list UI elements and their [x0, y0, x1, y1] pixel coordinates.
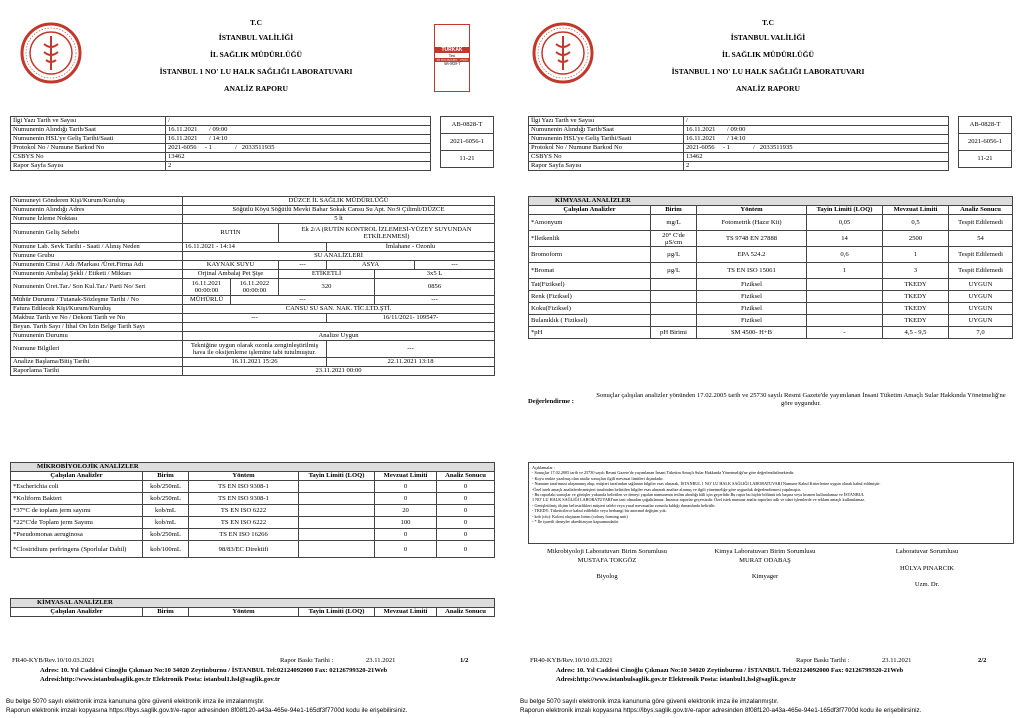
chem-cell: UYGUN [949, 303, 1013, 315]
header-title: ANALİZ RAPORU [736, 84, 800, 93]
chem-cell: UYGUN [949, 315, 1013, 327]
chem-header-cell: Yöntem [189, 608, 299, 617]
bilgi-extra: --- [327, 341, 495, 358]
muhur-label: Mühür Durumu / Tutanak-Sözleşme Tarihi / No [11, 296, 183, 305]
sebep-detail: Ek 2/A (RUTİN KONTROL İZLEMESİ-YÜZEY SUYUNDAN ETKİLENMESİ) [279, 224, 495, 243]
grup-value: SU ANALİZLERİ [183, 252, 495, 261]
side-month: 11-21 [959, 151, 1012, 168]
chem-cell: Fiziksel [697, 303, 807, 315]
chem-cell: Fiziksel [697, 315, 807, 327]
micro-cell: 98/83/EC Direktifi [189, 541, 299, 558]
chem-empty-table [10, 598, 495, 617]
info-label: CSBYS No [11, 153, 166, 162]
micro-header-row [11, 472, 495, 481]
header-valilik: İSTANBUL VALİLİĞİ [730, 33, 806, 42]
chem-cell: 1 [807, 263, 883, 279]
web-line: Adresi:http://www.istanbulsaglik.gov.tr Elektronik Posta: istanbul1.hsl@saglik.gov.tr [556, 676, 797, 683]
micro-row [11, 517, 495, 529]
ambalaj-label: Numunenin Ambalaj Şekli / Etiketi / Miktarı [11, 270, 183, 279]
info-row [529, 144, 949, 153]
chem-cell: 14 [807, 231, 883, 247]
etiket-value: ETİKETLİ [279, 270, 375, 279]
micro-cell: *37°C de toplam jerm sayımı [11, 505, 143, 517]
muhur-value: MÜHÜRLÜ [183, 296, 231, 305]
chem-cell: Tespit Edilemedi [949, 215, 1013, 231]
chem-cell [651, 303, 697, 315]
side-code: AB-0828-T [959, 117, 1012, 134]
chem-cell: mg/L [651, 215, 697, 231]
dekont-value: 16/11/2021- 109547- [327, 314, 495, 323]
micro-cell: kob/250mL [143, 481, 189, 493]
chem-cell [651, 291, 697, 303]
micro-cell [299, 541, 375, 558]
micro-cell: *Clostridium perfringens (Sporlular Dahil) [11, 541, 143, 558]
chem-cell: pH Birimi [651, 327, 697, 339]
chem-header-cell: Mevzuat Limiti [883, 206, 949, 215]
chem-cell: 0,6 [807, 247, 883, 263]
sig-micro-title: Mikrobiyoloji Laboratuvarı Birim Sorumlusu [547, 548, 667, 555]
info-value: 16.11.2021 / 09:00 [684, 126, 949, 135]
chem-row [529, 315, 1013, 327]
micro-cell [299, 493, 375, 505]
info-label: Rapor Sayfa Sayısı [529, 162, 684, 171]
chem-row [529, 231, 1013, 247]
chem-cell: 20° C'de µS/cm [651, 231, 697, 247]
chem-cell: Fiziksel [697, 291, 807, 303]
chem-cell [807, 303, 883, 315]
info-row [11, 126, 431, 135]
info-side-box [958, 116, 1012, 168]
header-lab: İSTANBUL 1 NO' LU HALK SAĞLIĞI LABORATUVARI [671, 67, 865, 76]
micro-header-cell: Çalışılan Analizler [11, 472, 143, 481]
note-line: - Genişletilmiş ölçüm belirsizlikleri müşteri talebi veya yasal mevzuatlar zorunlu kıldığı durumlarda belirtilir. [532, 502, 716, 508]
info-label: Numunenin HSL'ye Geliş Tarihi/Saati [529, 135, 684, 144]
sevk-tarih: 16.11.2021 - 14:14 [183, 243, 327, 252]
grup-label: Numune Grubu [11, 252, 183, 261]
esign-code: Raporun elektronik imzalı kopyasına https://lbys.saglik.gov.tr/e-rapor adresinden 8f08f120-a43a-465e-94e1-165df3f7700d kodu ile erişebilirsiniz. [520, 707, 922, 714]
seri-no: 0856 [375, 279, 495, 296]
note-line: - TKEDY: Tüketicilerce kabul edilebilir veya herhangi bir anormal değişim yok. [532, 508, 667, 514]
esign-notice: Bu belge 5070 sayılı elektronik imza kanununa göre güvenli elektronik imza ile imzalanmıştır. [520, 698, 779, 705]
baski-date: 23.11.2021 [882, 657, 912, 664]
note-line: - kob (cfu): Koloni oluşturan birim (colony forming unit) [532, 513, 628, 519]
turkak-name: TÜRKAK [435, 47, 469, 53]
header-valilik: İSTANBUL VALİLİĞİ [218, 33, 294, 42]
chem-cell [807, 279, 883, 291]
micro-cell: TS EN ISO 16266 [189, 529, 299, 541]
chem-row [529, 247, 1013, 263]
info-row [529, 117, 949, 126]
micro-cell: 100 [375, 517, 437, 529]
uret-tarih: 16.11.2021 00:00:00 [183, 279, 231, 296]
micro-cell: kob/mL [143, 505, 189, 517]
header-tc: T.C [762, 18, 774, 27]
chem-cell: *pH [529, 327, 651, 339]
durum-label: Numunenin Durumu [11, 332, 183, 341]
micro-title: MİKROBİYOLOJİK ANALİZLER [11, 463, 495, 472]
info-label: Numunenin Alındığı Tarih/Saat [11, 126, 166, 135]
note-line: - * İle işaretli deneyler akreditasyon kapsamındadır. [532, 519, 619, 525]
sig-chem-title: Kimya Laboratuvarı Birim Sorumlusu [714, 548, 816, 555]
chem-cell: TS EN ISO 15061 [697, 263, 807, 279]
micro-cell: kob/mL [143, 517, 189, 529]
izleme-value: 5 lt [183, 215, 495, 224]
web-line: Adresi:http://www.istanbulsaglik.gov.tr Elektronik Posta: istanbul1.hsl@saglik.gov.tr [40, 676, 281, 683]
tutanak-tarih: --- [231, 296, 375, 305]
micro-row [11, 541, 495, 558]
chem-cell [807, 291, 883, 303]
info-side-box [440, 116, 494, 168]
baski-date: 23.11.2021 [366, 657, 396, 664]
skt-tarih: 16.11.2022 00:00:00 [231, 279, 279, 296]
gonderen-value: DÜZCE İL SAĞLIK MÜDÜRLÜĞÜ [183, 197, 495, 206]
header-lab: İSTANBUL 1 NO' LU HALK SAĞLIĞI LABORATUVARI [159, 67, 353, 76]
info-row [529, 135, 949, 144]
micro-cell: 0 [437, 481, 495, 493]
sig-micro-role: Biyolog [596, 573, 618, 581]
signature-lab [862, 548, 992, 590]
chem-cell: Tespit Edilemedi [949, 247, 1013, 263]
chem-cell: 0,5 [883, 215, 949, 231]
gonderen-label: Numuneyi Gönderen Kişi/Kurum/Kuruluş [11, 197, 183, 206]
micro-table [10, 462, 495, 558]
chem-row [529, 215, 1013, 231]
chem-cell: Koku(Fiziksel) [529, 303, 651, 315]
micro-row [11, 529, 495, 541]
chem-cell: 54 [949, 231, 1013, 247]
micro-cell: *22°C'de Toplam jerm Sayımı [11, 517, 143, 529]
chem-header-cell: Tayin Limiti (LOQ) [299, 608, 375, 617]
chem-cell: UYGUN [949, 279, 1013, 291]
info-value: / [166, 117, 431, 126]
chem-header-cell: Analiz Sonucu [437, 608, 495, 617]
chem-header-cell: Analiz Sonucu [949, 206, 1013, 215]
chem-cell: - [807, 327, 883, 339]
micro-cell: TS EN ISO 6222 [189, 505, 299, 517]
chem-row [529, 279, 1013, 291]
turkak-code: AB-0828-T [443, 62, 461, 66]
info-row [11, 144, 431, 153]
turkak-logo [434, 24, 470, 92]
durum-value: Analize Uygun [183, 332, 495, 341]
micro-header-cell: Yöntem [189, 472, 299, 481]
chem-cell: TKEDY [883, 279, 949, 291]
micro-cell: 0 [375, 481, 437, 493]
tutanak-no: --- [375, 296, 495, 305]
micro-cell: TS EN ISO 6222 [189, 517, 299, 529]
micro-cell: 0 [437, 493, 495, 505]
header-mudurluk: İL SAĞLIK MÜDÜRLÜĞÜ [722, 50, 814, 59]
micro-header-cell: Analiz Sonucu [437, 472, 495, 481]
micro-cell: kob/250mL [143, 493, 189, 505]
sevk-label: Numune Lab. Sevk Tarihi - Saati / Alınış Neden [11, 243, 183, 252]
info-row [11, 153, 431, 162]
details-table [10, 196, 495, 376]
info-value: 16.11.2021 / 14:10 [166, 135, 431, 144]
note-line: - Koyu renkte yazılmış olan analiz sonuçları ilgili mevzuat limitleri dışındadır. [532, 475, 664, 481]
info-value: 2021-6056 - 1 / 2033511935 [684, 144, 949, 153]
micro-row [11, 505, 495, 517]
degerlendirme-label: Değerlendirme : [528, 398, 574, 405]
micro-cell: 0 [437, 505, 495, 517]
note-line: Açıklamalar : [532, 465, 555, 470]
micro-cell: *Pseudomonas aeruginosa [11, 529, 143, 541]
chem-row [529, 327, 1013, 339]
header-tc: T.C [250, 18, 262, 27]
chem-cell: *Bromat [529, 263, 651, 279]
chem-row [529, 263, 1013, 279]
chem-cell: TKEDY [883, 303, 949, 315]
micro-cell: 0 [375, 541, 437, 558]
micro-row [11, 481, 495, 493]
info-row [529, 126, 949, 135]
info-row [11, 135, 431, 144]
esign-notice: Bu belge 5070 sayılı elektronik imza kanununa göre güvenli elektronik imza ile imzalanmıştır. [6, 698, 265, 705]
info-table [10, 116, 431, 171]
chem-row [529, 291, 1013, 303]
raporlama-label: Raporlama Tarihi [11, 367, 183, 376]
form-code: FR40-KYB/Rev.10/10.03.2021 [12, 657, 95, 664]
note-line: -Özel istek amaçlı analizlerde;müşteri tarafından belirtilen bilgiler esas alınarak analize alınmış ve ilgili yönetmeliğe göre uygunluk değerlendirmesi yapılmıştır. [532, 486, 801, 492]
micro-cell: *Escherichia coli [11, 481, 143, 493]
chem-cell: Fotometrik (Hazır Kit) [697, 215, 807, 231]
turkak-standard: TS EN ISO/IEC 17025 [436, 58, 468, 62]
cins-marka: ASYA [327, 261, 415, 270]
chem-header-cell: Yöntem [697, 206, 807, 215]
baski-label: Rapor Baskı Tarihi : [796, 657, 850, 664]
turkak-sub1: Test [448, 53, 456, 58]
micro-cell: 0 [437, 517, 495, 529]
ambalaj-value: Orjinal Ambalaj Pet Şişe [183, 270, 279, 279]
sig-micro-name: MUSTAFA TOKGÖZ [577, 556, 637, 564]
sig-lab-name: HÜLYA PINARCIK [899, 564, 955, 572]
micro-cell: TS EN ISO 9308-1 [189, 481, 299, 493]
chem-cell: EPA 524.2 [697, 247, 807, 263]
chem-cell: TKEDY [883, 291, 949, 303]
bilgi-label: Numune Bilgileri [11, 341, 183, 358]
micro-cell: *Koliform Bakteri [11, 493, 143, 505]
chem-cell: 3 [883, 263, 949, 279]
chem-header-cell: Birim [651, 206, 697, 215]
side-month: 11-21 [441, 151, 494, 168]
chem-cell [651, 315, 697, 327]
info-row [529, 153, 949, 162]
micro-cell: 0 [437, 529, 495, 541]
info-value: 2 [684, 162, 949, 171]
micro-cell: TS EN ISO 9308-1 [189, 493, 299, 505]
micro-cell [299, 505, 375, 517]
sig-chem-name: MURAT ODABAŞ [739, 556, 791, 564]
chem-cell: *İletkenlik [529, 231, 651, 247]
header-title: ANALİZ RAPORU [224, 84, 288, 93]
micro-header-cell: Birim [143, 472, 189, 481]
header-mudurluk: İL SAĞLIK MÜDÜRLÜĞÜ [210, 50, 302, 59]
micro-cell [299, 481, 375, 493]
page-number: 1/2 [460, 657, 469, 664]
note-line: - Sonuçlar 17.02.2005 tarih ve 25730 sayılı Resmi Gazete'de yayımlanan İnsani Tüketim Amaçlı Sular Hakkında Yönetmeliği'ne göre değerlendirilmektedir. [532, 470, 795, 476]
micro-cell: 20 [375, 505, 437, 517]
chem-title: KİMYASAL ANALİZLER [529, 197, 1013, 206]
sig-lab-role: Uzm. Dr. [914, 581, 940, 589]
info-label: Numunenin Alındığı Tarih/Saat [529, 126, 684, 135]
side-protocol: 2021-6056-1 [441, 134, 494, 151]
baski-label: Rapor Baskı Tarihi : [280, 657, 334, 664]
chem-cell: 0,05 [807, 215, 883, 231]
chem-cell: 2500 [883, 231, 949, 247]
info-value: 16.11.2021 / 14:10 [684, 135, 949, 144]
basl-label: Analize Başlama/Bitiş Tarihi [11, 358, 183, 367]
raporlama-value: 23.11.2021 00:00 [183, 367, 495, 376]
parti-no: 320 [279, 279, 375, 296]
info-value: 2021-6056 - 1 / 2033511935 [166, 144, 431, 153]
chem-header-cell: Tayin Limiti (LOQ) [807, 206, 883, 215]
chem-header-cell: Çalışılan Analizler [11, 608, 143, 617]
bitis-value: 22.11.2021 13:18 [327, 358, 495, 367]
address-line: Adres: 10. Yıl Caddesi Cinoğlu Çıkmazı No:10 34020 Zeytinburnu / İSTANBUL Tel:02124092000 Fax: 02126799320-21Web [556, 667, 904, 674]
chem-cell: TKEDY [883, 315, 949, 327]
chem-cell: µg/L [651, 263, 697, 279]
info-value: 2 [166, 162, 431, 171]
cins-value: KAYNAK SUYU [183, 261, 279, 270]
info-label: CSBYS No [529, 153, 684, 162]
chem-cell: Bromoform [529, 247, 651, 263]
report-page-2 [512, 0, 1024, 718]
info-label: Rapor Sayfa Sayısı [11, 162, 166, 171]
info-row [529, 162, 949, 171]
info-label: Protokol No / Numune Barkod No [529, 144, 684, 153]
chem-cell: Bulanıklık ( Fiziksel) [529, 315, 651, 327]
note-line: 1 NO' LU HALK SAĞLIĞI LABORATUVARI'nın izni olmadan çoğaltılamaz. İmzasız raporlar geçersizdir. Özel istek numune analiz raporları adlı ve idari işlemlerde ve reklam amaçlı kullanılamaz. [532, 497, 866, 503]
info-value: 16.11.2021 / 09:00 [166, 126, 431, 135]
chem-cell: Renk (Fiziksel) [529, 291, 651, 303]
fatura-label: Fatura Edilecek Kişi/Kurum/Kuruluş [11, 305, 183, 314]
micro-cell: 0 [375, 529, 437, 541]
sebep-value: RUTİN [183, 224, 279, 243]
beyan-label: Beyan. Tarih Sayı / İthal On İzin Belge Tarih Sayı [11, 323, 183, 332]
info-value: 13462 [166, 153, 431, 162]
info-label: Protokol No / Numune Barkod No [11, 144, 166, 153]
info-value: / [684, 117, 949, 126]
micro-cell: 0 [375, 493, 437, 505]
chem-header-cell: Çalışılan Analizler [529, 206, 651, 215]
chem-title-p1: KİMYASAL ANALİZLER [11, 599, 495, 608]
izleme-label: Numune İzleme Noktası [11, 215, 183, 224]
micro-header-cell: Tayin Limiti (LOQ) [299, 472, 375, 481]
chem-cell: µg/L [651, 247, 697, 263]
miktar-value: 3x5 L [375, 270, 495, 279]
note-line: - Bu raporlaki sonuçlar ve görüşler yukarıda belirtilen ve deneyi yapılan numunenin teslim alındığı hâli için geçerlidir.Bu rapor bu hiçbir bölümü tek başına veya kısmen kullanılamaz ve İSTANBUL [532, 492, 865, 498]
makbuz-value: --- [183, 314, 327, 323]
chem-row [529, 303, 1013, 315]
micro-cell: 0 [437, 541, 495, 558]
chem-cell [651, 279, 697, 291]
side-protocol: 2021-6056-1 [959, 134, 1012, 151]
chem-cell: TS 9748 EN 27888 [697, 231, 807, 247]
micro-cell: kob/250mL [143, 529, 189, 541]
info-row [11, 162, 431, 171]
chem-header-row [529, 206, 1013, 215]
form-code: FR40-KYB/Rev.10/10.03.2021 [530, 657, 613, 664]
chem-table [528, 196, 1013, 339]
signature-micro [532, 548, 682, 582]
info-row [11, 117, 431, 126]
sig-lab-title: Laboratuvar Sorumlusu [895, 548, 959, 555]
micro-cell: kob/100mL [143, 541, 189, 558]
esign-code: Raporun elektronik imzalı kopyasına https://lbys.saglik.gov.tr/e-rapor adresinden 8f08f120-a43a-465e-94e1-165df3f7700d kodu ile erişebilirsiniz. [6, 707, 408, 714]
aciklamalar-box [528, 462, 1014, 544]
adres-label: Numunenin Alındığı Adres [11, 206, 183, 215]
bilgi-value: Tekniğine uygun olarak ozonla zenginleştirilmiş hava ile oksijenleme işlemine tabi tutulmuştur. [183, 341, 327, 358]
info-label: İlgi Yazı Tarih ve Sayısı [529, 117, 684, 126]
chem-cell: 4,5 - 9,5 [883, 327, 949, 339]
micro-row [11, 493, 495, 505]
micro-cell [299, 529, 375, 541]
chem-cell: Tat(Fiziksel) [529, 279, 651, 291]
basl-value: 16.11.2021 15:26 [183, 358, 327, 367]
sig-chem-role: Kimyager [751, 573, 779, 581]
chem-cell: Fiziksel [697, 279, 807, 291]
address-line: Adres: 10. Yıl Caddesi Cinoğlu Çıkmazı No:10 34020 Zeytinburnu / İSTANBUL Tel:02124092000 Fax: 02126799320-21Web [40, 667, 388, 674]
chem-cell: UYGUN [949, 291, 1013, 303]
cins-firma: --- [415, 261, 495, 270]
micro-header-cell: Mevzuat Limiti [375, 472, 437, 481]
chem-cell: *Amonyum [529, 215, 651, 231]
info-label: İlgi Yazı Tarih ve Sayısı [11, 117, 166, 126]
makbuz-label: Makbuz Tarih ve No / Dekont Tarih ve No [11, 314, 183, 323]
sebep-label: Numunenin Geliş Sebebi [11, 224, 183, 243]
cins-label: Numunenin Cinsi / Adı /Markası /Üret.Firma Adı [11, 261, 183, 270]
info-label: Numunenin HSL'ye Geliş Tarihi/Saati [11, 135, 166, 144]
note-line: - Numune tarafımıza ulaşmamış olup, müşteri tarafından sağlanan bilgiler esas alınarak, İSTANBUL 1 NO' LU HALK SAĞLIĞI LABORATUVARI Numune Kabul Kriterlerine uygun olarak kabul edilmiştir. [532, 481, 881, 487]
signature-chem [700, 548, 830, 582]
chem-cell: Tespit Edilemedi [949, 263, 1013, 279]
chem-header-cell: Mevzuat Limiti [375, 608, 437, 617]
micro-cell [299, 517, 375, 529]
fatura-value: CANSU SU SAN. NAK. TİC.LTD.ŞTİ. [183, 305, 495, 314]
adres-value: Söğütlü Köyü Söğütlü Mevki Bahar Sokak Cansu Su Apt. No:9 Çilimli/DÜZCE [183, 206, 495, 215]
info-value: 13462 [684, 153, 949, 162]
chem-cell: 7,0 [949, 327, 1013, 339]
info-table [528, 116, 949, 171]
chem-cell: 1 [883, 247, 949, 263]
uret-label: Numunenin Üret.Tar./ Son Kul.Tar./ Parti No/ Seri [11, 279, 183, 296]
chem-cell [807, 315, 883, 327]
degerlendirme-text: Sonuçlar çalışılan analizler yönünden 17.02.2005 tarih ve 25730 sayılı Resmi Gazete'de yayımlanan İnsani Tüketim Amaçlı Sular Hakkında Yönetmeliğ'ne göre uygundur. [596, 392, 1006, 407]
chem-header-cell: Birim [143, 608, 189, 617]
chem-cell: SM 4500- H+B [697, 327, 807, 339]
side-code: AB-0828-T [441, 117, 494, 134]
cins-adi: --- [279, 261, 327, 270]
sevk-neden: İmlahane - Ozonlu [327, 243, 495, 252]
page-number: 2/2 [978, 657, 987, 664]
